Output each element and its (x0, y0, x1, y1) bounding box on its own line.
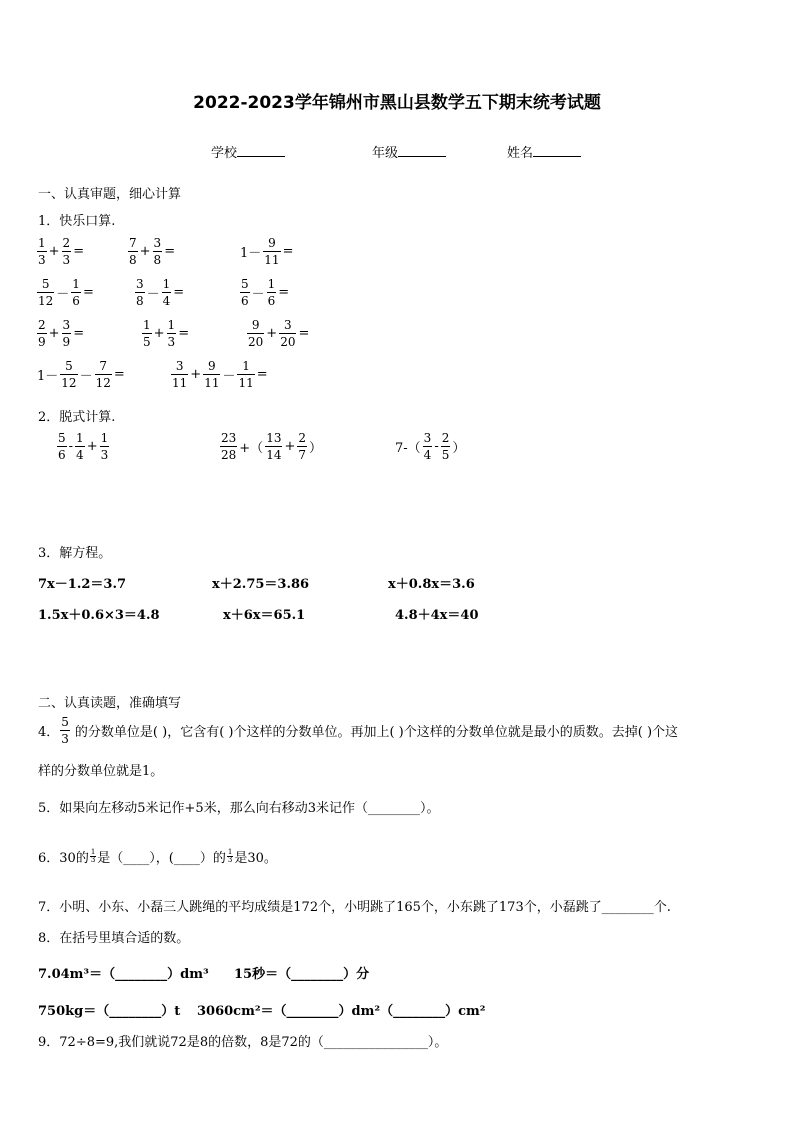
q8-item-2: 15秒＝（________）分 (234, 967, 370, 982)
q8-item-1: 7.04m³＝（________）dm³ (38, 967, 209, 982)
q5: 5．如果向左移动5米记作+5米，那么向右移动3米记作（________）。 (38, 801, 440, 816)
calc-10: 1－ $\frac{5}{12}$ － $\frac{7}{12}$ = (37, 359, 125, 390)
q1-heading: 1．快乐口算. (38, 214, 116, 229)
calc-2: $\frac{7}{8}$ + $\frac{3}{8}$ = (129, 236, 176, 267)
calc-3: 1－ $\frac{9}{11}$ = (240, 236, 294, 267)
step-calc-3: 7-（ $\frac{3}{4}$ - $\frac{2}{5}$ ） (395, 431, 466, 462)
equation-3: x＋0.8x＝3.6 (388, 577, 475, 592)
info-school (211, 142, 285, 161)
q8-item-3: 750kg＝（________）t (38, 1004, 181, 1019)
section1-heading: 一、认真审题，细心计算 (38, 187, 182, 202)
calc-9: $\frac{9}{20}$ + $\frac{3}{20}$ = (248, 318, 310, 349)
page-title: 2022-2023学年锦州市黑山县数学五下期末统考试题 (193, 93, 601, 113)
q4-line2: 样的分数单位就是1。 (38, 764, 164, 779)
q6-text-c: 是30。 (234, 851, 277, 866)
q9: 9．72÷8=9,我们就说72是8的倍数，8是72的（________________）。 (38, 1035, 448, 1050)
q3-heading: 3．解方程。 (38, 546, 112, 561)
q6-text-a: 6．30的 (38, 851, 89, 866)
q4-fraction: $\frac{5}{3}$ (61, 715, 69, 746)
calc-5: $\frac{3}{8}$ － $\frac{1}{4}$ = (136, 277, 185, 308)
calc-1: $\frac{1}{3}$ + $\frac{2}{3}$ = (38, 236, 85, 267)
calc-4: $\frac{5}{12}$ － $\frac{1}{6}$ = (38, 277, 94, 308)
name-blank[interactable] (533, 144, 581, 157)
q4-number: 4． (38, 725, 60, 740)
school-blank[interactable] (237, 144, 285, 157)
equation-5: x＋6x＝65.1 (223, 608, 306, 623)
step-calc-1: $\frac{5}{6}$ - $\frac{1}{4}$ + $\frac{1}{3}$ (58, 431, 109, 462)
calc-7: $\frac{2}{9}$ + $\frac{3}{9}$ = (38, 318, 85, 349)
q4-line1 (38, 716, 678, 745)
calc-11: $\frac{3}{11}$ + $\frac{9}{11}$ － $\frac{1}{11}$ = (172, 359, 268, 390)
q6-text-b: 是（____），(____）的 (97, 851, 226, 866)
q6 (38, 847, 277, 866)
q4-text: 的分数单位是( )，它含有( )个这样的分数单位。再加上( )个这样的分数单位就是最小的质数。去掉( )个这 (74, 725, 679, 740)
equation-4: 1.5x＋0.6×3＝4.8 (38, 608, 160, 623)
info-grade (372, 142, 446, 161)
school-label: 学校 (211, 146, 238, 161)
equation-2: x＋2.75＝3.86 (212, 577, 310, 592)
calc-6: $\frac{5}{6}$ － $\frac{1}{6}$ = (241, 277, 290, 308)
grade-blank[interactable] (398, 144, 446, 157)
q8-item-4: 3060cm²＝（________）dm²（________）cm² (197, 1004, 486, 1019)
calc-8: $\frac{1}{5}$ + $\frac{1}{3}$ = (143, 318, 190, 349)
q7: 7．小明、小东、小磊三人跳绳的平均成绩是172个，小明跳了165个，小东跳了173个，小磊跳了________个. (38, 900, 671, 915)
name-label: 姓名 (507, 146, 534, 161)
q2-heading: 2．脱式计算. (38, 410, 116, 425)
grade-label: 年级 (372, 146, 399, 161)
q8-heading: 8．在括号里填合适的数。 (38, 931, 190, 946)
section2-heading: 二、认真读题，准确填写 (38, 696, 182, 711)
info-name (507, 142, 581, 161)
step-calc-2: $\frac{23}{28}$ +（ $\frac{13}{14}$ + $\frac{2}{7}$ ） (221, 431, 323, 462)
q6-fraction-1: $\frac{1}{3}$ (90, 848, 96, 864)
equation-6: 4.8＋4x＝40 (395, 608, 479, 623)
q6-fraction-2: $\frac{1}{3}$ (227, 848, 233, 864)
equation-1: 7x－1.2＝3.7 (38, 577, 127, 592)
